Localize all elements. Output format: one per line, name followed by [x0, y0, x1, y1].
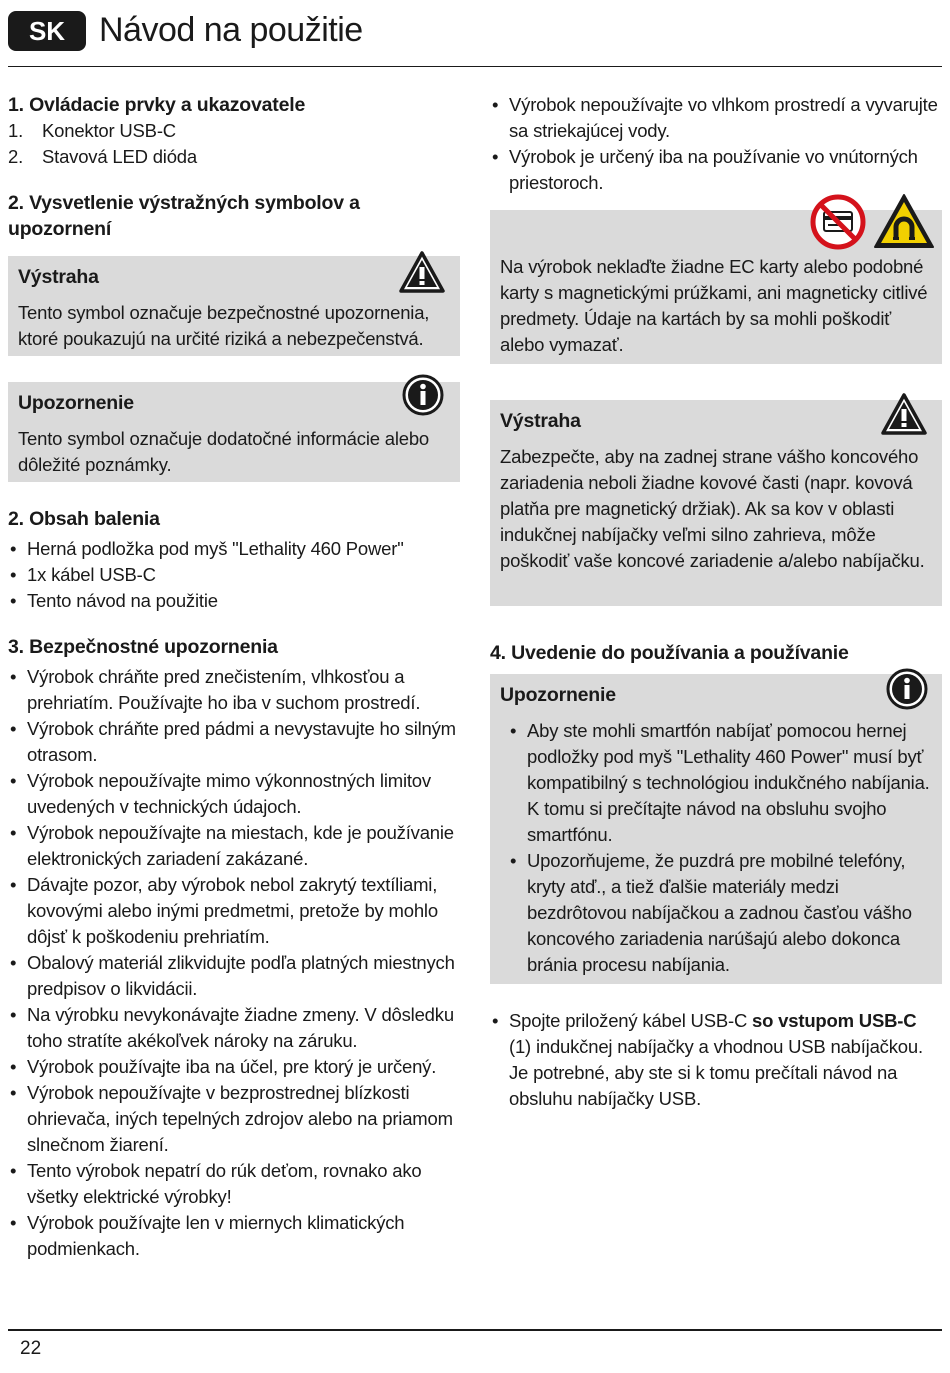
list-item: • Na výrobku nevykonávajte žiadne zmeny. V dôsledku toho stratíte akékoľvek nároky na záruku. — [8, 1002, 460, 1054]
note-box — [8, 382, 460, 482]
note-title: Upozornenie — [18, 392, 134, 414]
page-number: 22 — [20, 1338, 42, 1359]
magnetic-notice-box — [490, 210, 942, 364]
language-badge: SK — [8, 11, 86, 51]
list-item: 2. Stavová LED dióda — [8, 146, 197, 167]
list-item: • Aby ste mohli smartfón nabíjať pomocou hernej podložky pod myš "Lethality 460 Power" musí byť kompatibilný s technológiou indukčného nabíjania. K tomu si prečítajte návod na obsluhu svojho smartfónu. — [508, 718, 932, 848]
section-safety-title: 3. Bezpečnostné upozornenia — [8, 636, 278, 658]
list-item: • Upozorňujeme, že puzdrá pre mobilné telefóny, kryty atď., a tiež ďalšie materiály medzi bezdrôtovou nabíjačkou a zadnou časťou vášho koncového zariadenia narúšajú alebo dokonca bránia procesu nabíjania. — [508, 848, 932, 978]
list-item: • Spojte priložený kábel USB-C so vstupom USB-C (1) indukčnej nabíjačky a vhodnou USB nabíjačkou. Je potrebné, aby ste si k tomu prečítali návod na obsluhu nabíjačky USB. — [490, 1008, 942, 1112]
usage-list — [490, 1008, 942, 1112]
warning-title: Výstraha — [500, 410, 581, 432]
magnet-warning-icon — [872, 192, 936, 250]
package-list — [8, 536, 460, 614]
warning-box-2 — [490, 400, 942, 606]
list-item: • Výrobok chráňte pred znečistením, vlhkosťou a prehriatím. Používajte ho iba v suchom prostredí. — [8, 664, 460, 716]
controls-list — [8, 118, 460, 170]
list-item: • Dávajte pozor, aby výrobok nebol zakrytý textíliami, kovovými alebo inými predmetmi, pretože by mohlo dôjsť k poškodeniu prehriatím. — [8, 872, 460, 950]
note-text: Tento symbol označuje dodatočné informácie alebo dôležité poznámky. — [18, 428, 430, 475]
document-title: Návod na použitie — [99, 11, 363, 49]
list-item: • Výrobok používajte iba na účel, pre ktorý je určený. — [8, 1054, 460, 1080]
warning-triangle-icon — [398, 250, 446, 294]
safety-list-continued — [490, 92, 942, 196]
list-item: • Tento výrobok nepatrí do rúk deťom, rovnako ako všetky elektrické výrobky! — [8, 1158, 460, 1210]
warning-title: Výstraha — [18, 266, 99, 288]
list-item: • Výrobok nepoužívajte vo vlhkom prostredí a vyvarujte sa striekajúcej vody. — [490, 92, 942, 144]
list-item: • 1x kábel USB-C — [8, 562, 460, 588]
no-magnetic-cards-icon — [810, 194, 866, 250]
right-column — [490, 92, 942, 1112]
list-item: 1. Konektor USB-C — [8, 120, 176, 141]
warning-text: Tento symbol označuje bezpečnostné upozornenia, ktoré poukazujú na určité riziká a nebezpečenstvá. — [18, 302, 430, 349]
section-usage-title: 4. Uvedenie do používania a používanie — [490, 642, 849, 664]
note-list — [500, 718, 932, 978]
list-item: • Výrobok je určený iba na používanie vo vnútorných priestoroch. — [490, 144, 942, 196]
warning-triangle-icon — [880, 392, 928, 436]
warning-text: Zabezpečte, aby na zadnej strane vášho koncového zariadenia neboli žiadne kovové časti (napr. kovová platňa pre magnetický držiak). Ak sa kov v oblasti indukčnej nabíjačky veľmi silno zahrieva, môže poškodiť vaše koncové zariadenie a/alebo nabíjačku. — [500, 446, 925, 571]
safety-list — [8, 664, 460, 1262]
info-circle-icon — [402, 374, 444, 416]
magnetic-notice-text: Na výrobok neklaďte žiadne EC karty alebo podobné karty s magnetickými prúžkami, ani magneticky citlivé predmety. Údaje na kartách by sa mohli poškodiť alebo vymazať. — [500, 256, 928, 355]
list-item: • Výrobok nepoužívajte v bezprostrednej blízkosti ohrievača, iných tepelných zdrojov alebo na priamom slnečnom žiarení. — [8, 1080, 460, 1158]
note-title: Upozornenie — [500, 684, 616, 706]
list-item: • Výrobok chráňte pred pádmi a nevystavujte ho silným otrasom. — [8, 716, 460, 768]
left-column — [8, 92, 460, 1262]
info-circle-icon — [886, 668, 928, 710]
section-symbols-title: 2. Vysvetlenie výstražných symbolov a upozornení — [8, 192, 360, 240]
list-item: • Výrobok nepoužívajte mimo výkonnostných limitov uvedených v technických údajoch. — [8, 768, 460, 820]
header-rule — [8, 66, 942, 67]
list-item: • Herná podložka pod myš "Lethality 460 Power" — [8, 536, 460, 562]
list-item: • Obalový materiál zlikvidujte podľa platných miestnych predpisov o likvidácii. — [8, 950, 460, 1002]
list-item: • Tento návod na použitie — [8, 588, 460, 614]
header — [8, 8, 942, 68]
note-box-2 — [490, 674, 942, 984]
list-item: • Výrobok používajte len v miernych klimatických podmienkach. — [8, 1210, 460, 1262]
section-package-title: 2. Obsah balenia — [8, 508, 160, 530]
section-controls-title: 1. Ovládacie prvky a ukazovatele — [8, 94, 306, 116]
list-item: • Výrobok nepoužívajte na miestach, kde je používanie elektronických zariadení zakázané. — [8, 820, 460, 872]
warning-box — [8, 256, 460, 356]
footer-rule — [8, 1329, 942, 1331]
